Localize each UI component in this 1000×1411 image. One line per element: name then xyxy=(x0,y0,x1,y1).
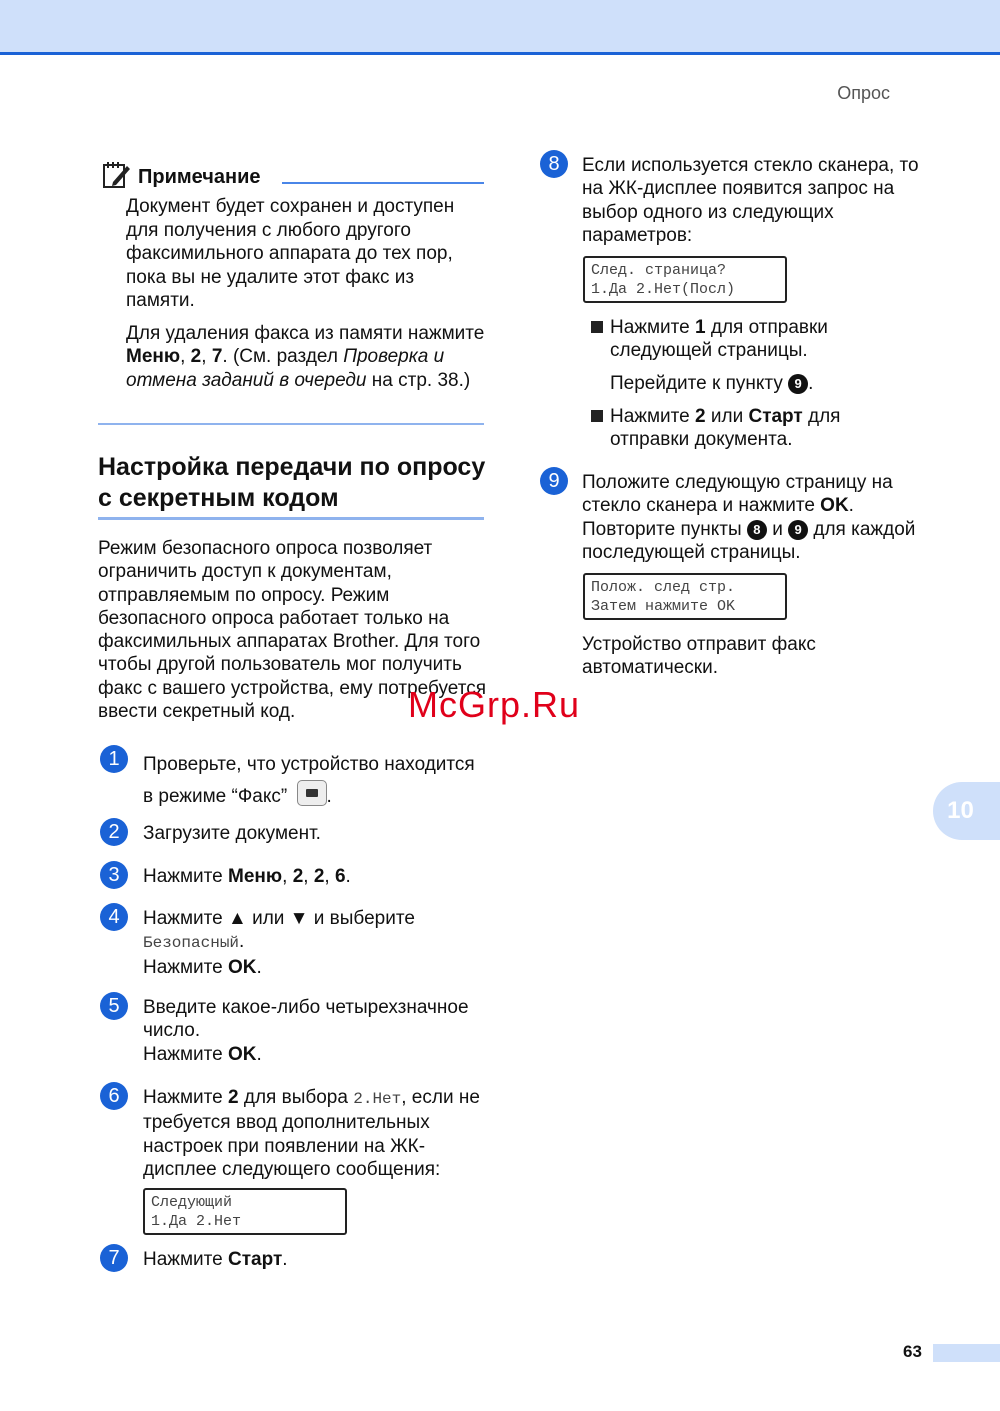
note-header xyxy=(102,160,484,194)
step-number-5: 5 xyxy=(100,992,128,1020)
step-1-text: Проверьте, что устройство находится в режиме “Факс” . xyxy=(143,754,475,807)
note-body xyxy=(126,195,486,401)
step-5-text: Введите какое-либо четырехзначное число. Нажмите OK. xyxy=(143,997,469,1065)
step-number-6: 6 xyxy=(100,1082,128,1110)
step-ref-9: 9 xyxy=(788,520,808,540)
note-paragraph-2: Для удаления факса из памяти нажмите Меню, 2, 7. (См. раздел Проверка и отмена заданий в очереди на стр. 38.) xyxy=(126,322,485,391)
lcd-display-place-page: Полож. след стр. Затем нажмите OK xyxy=(583,573,787,620)
page-number: 63 xyxy=(903,1342,922,1361)
step-8-option-1: Нажмите 1 для отправки следующей страницы. xyxy=(610,317,828,362)
note-divider xyxy=(98,423,484,425)
step-number-7: 7 xyxy=(100,1244,128,1272)
step-3-text: Нажмите Меню, 2, 2, 6. xyxy=(143,866,351,887)
step-8-option-2: Нажмите 2 или Старт для отправки документа. xyxy=(610,406,841,451)
running-header: Опрос xyxy=(837,83,890,103)
step-number-8: 8 xyxy=(540,150,568,178)
step-6-text: Нажмите 2 для выбора 2.Нет, если не требуется ввод дополнительных настроек при появлении на ЖК-дисплее следующего сообщения: xyxy=(143,1087,480,1181)
menu-option-secure: Безопасный xyxy=(143,934,240,953)
note-pencil-icon xyxy=(102,160,132,190)
step-number-9: 9 xyxy=(540,467,568,495)
section-heading: Настройка передачи по опросу с секретным кодом xyxy=(98,453,486,512)
step-8-text: Если используется стекло сканера, то на ЖК-дисплее появится запрос на выбор одного из следующих параметров: xyxy=(582,155,919,247)
step-ref-8: 8 xyxy=(747,520,767,540)
step-ref-9: 9 xyxy=(788,374,808,394)
step-2-text: Загрузите документ. xyxy=(143,823,321,844)
chapter-tab: 10 xyxy=(933,782,1000,840)
fax-mode-icon xyxy=(297,780,327,806)
note-rule xyxy=(282,182,484,184)
note-paragraph-1: Документ будет сохранен и доступен для получения с любого другого факсимильного аппарата до тех пор, пока вы не удалите этот факс из памяти. xyxy=(126,196,455,311)
step-7-text: Нажмите Старт. xyxy=(143,1249,288,1270)
lcd-display-next-page: След. страница? 1.Да 2.Нет(Посл) xyxy=(583,256,787,303)
page-number-bar xyxy=(933,1344,1000,1362)
note-title: Примечание xyxy=(138,166,261,188)
section-intro: Режим безопасного опроса позволяет ограничить доступ к документам, отправляемым по опросу. Режим безопасного опроса работает только на факсимильных аппаратах Brother. Для того чтобы другой пользователь мог получить факс с вашего устройства, ему потребуется ввести секретный код. xyxy=(98,538,486,723)
watermark-text: McGrp.Ru xyxy=(408,684,581,725)
lcd-display-next: Следующий 1.Да 2.Нет xyxy=(143,1188,347,1235)
step-number-2: 2 xyxy=(100,818,128,846)
section-rule xyxy=(98,517,484,520)
step-number-4: 4 xyxy=(100,903,128,931)
top-banner xyxy=(0,0,1000,55)
step-number-1: 1 xyxy=(100,745,128,773)
step-4-text: Нажмите ▲ или ▼ и выберите Безопасный. Нажмите OK. xyxy=(143,908,415,978)
step-9-text: Положите следующую страницу на стекло сканера и нажмите OK. Повторите пункты 8 и 9 для каждой последующей страницы. xyxy=(582,472,916,564)
bullet-square xyxy=(591,410,603,422)
step-8-goto: Перейдите к пункту 9 . xyxy=(610,373,814,394)
step-number-3: 3 xyxy=(100,861,128,889)
bullet-square xyxy=(591,321,603,333)
step-9-result: Устройство отправит факс автоматически. xyxy=(582,634,816,679)
note-cross-reference: Проверка и отмена заданий в очереди xyxy=(126,346,445,391)
